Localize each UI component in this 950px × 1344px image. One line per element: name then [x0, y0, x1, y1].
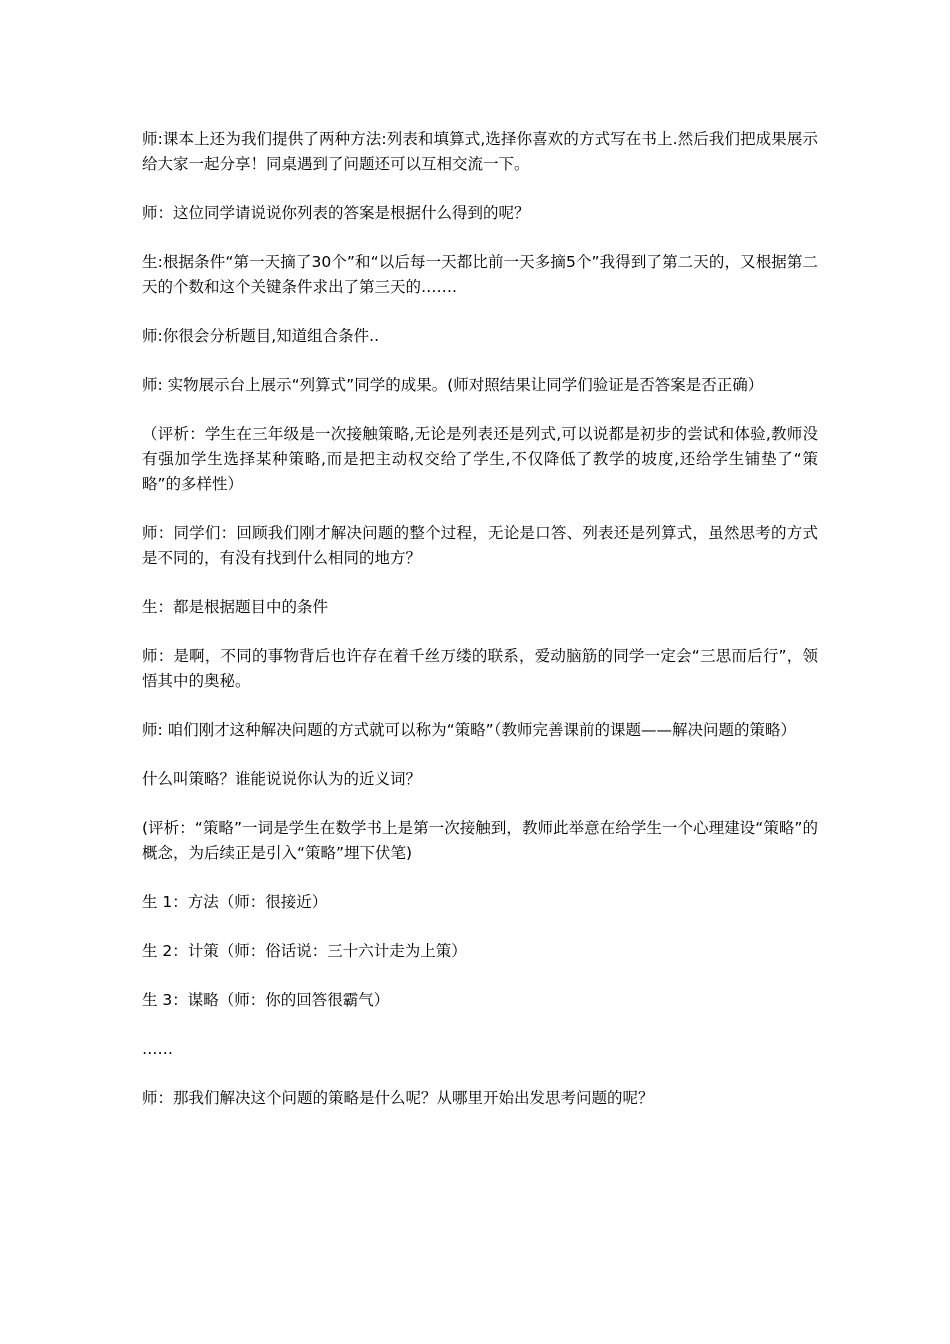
paragraph-strategy-question: 什么叫策略？谁能说说你认为的近义词？: [142, 770, 422, 788]
paragraph-teacher-strategy: 师: 咱们刚才这种解决问题的方式就可以称为“策略”（教师完善课前的课题——解决问题的策略）: [142, 721, 796, 739]
paragraph-teacher-display: 师: 实物展示台上展示“列算式”同学的成果。(师对照结果让同学们验证是否答案是否正确）: [142, 376, 764, 394]
paragraph-ellipsis: ……: [142, 1040, 173, 1058]
paragraph-student-1: 生 1：方法（师：很接近）: [142, 893, 328, 911]
document-body: [142, 127, 818, 1135]
paragraph-teacher-methods: 师:课本上还为我们提供了两种方法:列表和填算式,选择你喜欢的方式写在书上.然后我们把成果展示给大家一起分享！同桌遇到了问题还可以互相交流一下。: [142, 130, 818, 173]
paragraph-teacher-praise: 师:你很会分析题目,知道组合条件..: [142, 327, 380, 345]
paragraph-student-answer: 生:根据条件“第一天摘了30个”和“以后每一天都比前一天多摘5个”我得到了第二天的，又根据第二天的个数和这个关键条件求出了第三天的…….: [142, 253, 818, 296]
paragraph-teacher-review: 师：同学们：回顾我们刚才解决问题的整个过程，无论是口答、列表还是列算式，虽然思考的方式是不同的，有没有找到什么相同的地方？: [142, 524, 818, 567]
paragraph-student-3: 生 3：谋略（师：你的回答很霸气）: [142, 991, 390, 1009]
paragraph-commentary-2: (评析：“策略”一词是学生在数学书上是第一次接触到，教师此举意在给学生一个心理建设“策略”的概念，为后续正是引入“策略”埋下伏笔): [142, 819, 818, 862]
paragraph-teacher-question: 师：这位同学请说说你列表的答案是根据什么得到的呢？: [142, 204, 530, 222]
paragraph-teacher-connection: 师：是啊，不同的事物背后也许存在着千丝万缕的联系，爱动脑筋的同学一定会“三思而后行”，领悟其中的奥秘。: [142, 647, 818, 690]
paragraph-teacher-final-question: 师：那我们解决这个问题的策略是什么呢？从哪里开始出发思考问题的呢？: [142, 1089, 654, 1107]
paragraph-commentary-1: （评析：学生在三年级是一次接触策略,无论是列表还是列式,可以说都是初步的尝试和体验,教师没有强加学生选择某种策略,而是把主动权交给了学生,不仅降低了教学的坡度,还给学生铺垫了“策略”的多样性）: [142, 425, 818, 493]
paragraph-student-2: 生 2：计策（师：俗话说：三十六计走为上策）: [142, 942, 467, 960]
paragraph-student-conditions: 生：都是根据题目中的条件: [142, 598, 329, 616]
